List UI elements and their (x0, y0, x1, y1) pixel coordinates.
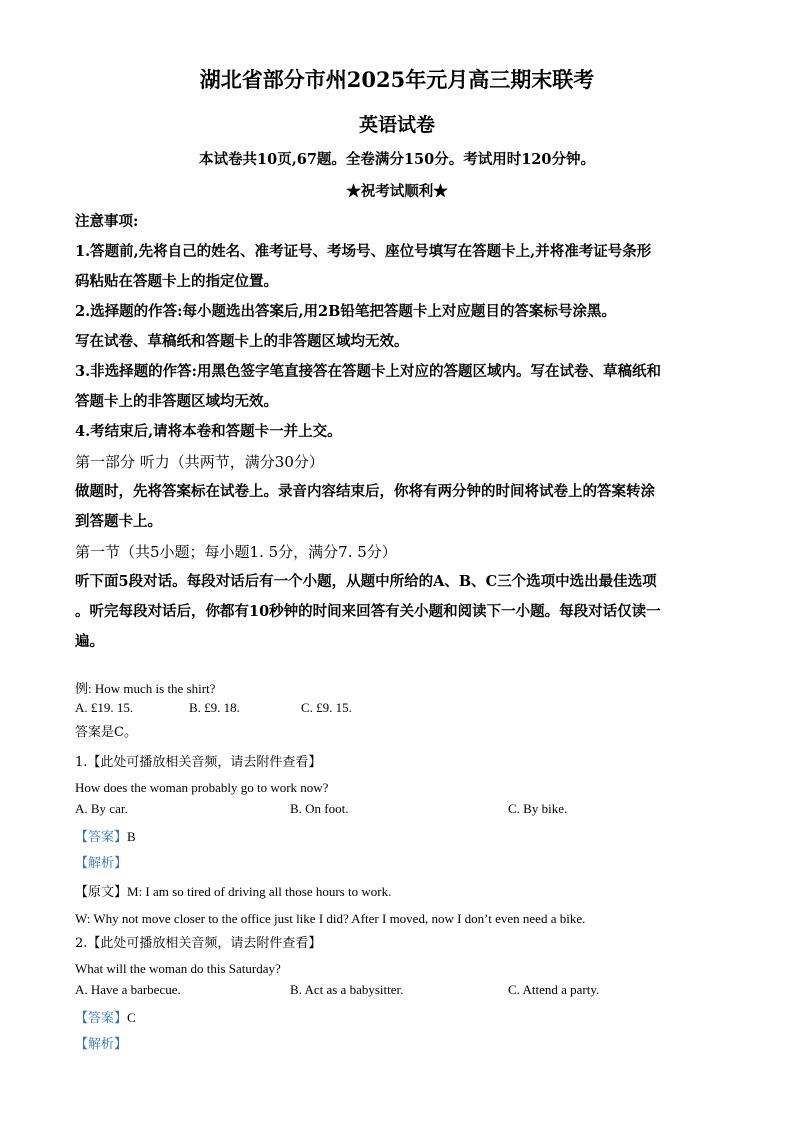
questions-section (75, 678, 725, 1056)
answer-value: C (127, 1010, 136, 1025)
example-question: 例: How much is the shirt? (75, 681, 216, 696)
q1-answer (75, 826, 725, 849)
q2-answer (75, 1007, 725, 1030)
transcript-tag: 【原文】 (75, 885, 128, 900)
part1-intro-line: 到答题卡上。 (75, 513, 162, 530)
section1-line: 听下面5段对话。每段对话后有一个小题，从题中所给的A、B、C三个选项中选出最佳选项 (75, 573, 657, 590)
example-option-a: A. £19. 15. (75, 700, 134, 715)
exam-title: 湖北省部分市州2025年元月高三期末联考 (199, 67, 595, 92)
exam-subject: 英语试卷 (358, 114, 435, 136)
part1-intro-line: 做题时，先将答案标在试卷上。录音内容结束后，你将有两分钟的时间将试卷上的答案转涂 (75, 483, 655, 500)
q1-option-a: A. By car. (75, 801, 128, 816)
q1-option-b: B. On foot. (290, 801, 349, 816)
q2-option-b: B. Act as a babysitter. (290, 982, 404, 997)
example-answer: 答案是C。 (75, 725, 137, 740)
answer-tag: 【答案】 (75, 1011, 128, 1026)
q1-transcript-line (75, 881, 725, 904)
analysis-tag: 【解析】 (75, 1037, 128, 1052)
analysis-tag: 【解析】 (75, 856, 128, 871)
example-options (75, 700, 725, 722)
notice-line: 1.答题前,先将自己的姓名、准考证号、考场号、座位号填写在答题卡上,并将准考证号条形 (75, 243, 652, 260)
q2-option-c: C. Attend a party. (508, 982, 600, 997)
section1-heading: 第一节（共5小题；每小题1. 5分，满分7. 5分） (75, 543, 397, 561)
q2-option-a: A. Have a barbecue. (75, 982, 181, 997)
question-1: How does the woman probably go to work now? (75, 780, 329, 795)
answer-value: B (127, 829, 136, 844)
transcript-text: M: I am so tired of driving all those hours to work. (127, 884, 392, 899)
answer-tag: 【答案】 (75, 830, 128, 845)
notice-line: 写在试卷、草稿纸和答题卡上的非答题区域均无效。 (75, 333, 409, 350)
part1-heading: 第一部分 听力（共两节，满分30分） (75, 453, 324, 471)
notice-line: 码粘贴在答题卡上的指定位置。 (75, 273, 278, 290)
notice-heading: 注意事项: (75, 213, 139, 230)
notice-line: 4.考结束后,请将本卷和答题卡一并上交。 (75, 423, 342, 440)
audio-note-2: 2.【此处可播放相关音频，请去附件查看】 (75, 936, 322, 951)
notice-section (75, 207, 725, 657)
question-1-options (75, 801, 725, 823)
notice-line: 答题卡上的非答题区域均无效。 (75, 393, 278, 410)
question-2: What will the woman do this Saturday? (75, 961, 281, 976)
good-luck-line: ★祝考试顺利★ (346, 183, 448, 200)
q1-option-c: C. By bike. (508, 801, 568, 816)
q1-transcript-line: W: Why not move closer to the office just like I did? After I moved, now I don’t even need a bike. (75, 911, 586, 926)
example-option-c: C. £9. 15. (301, 700, 352, 715)
audio-note-1: 1.【此处可播放相关音频，请去附件查看】 (75, 755, 322, 770)
section1-line: 遍。 (75, 633, 104, 650)
section1-line: 。听完每段对话后，你都有10秒钟的时间来回答有关小题和阅读下一小题。每段对话仅读一 (75, 603, 661, 620)
example-option-b: B. £9. 18. (189, 700, 240, 715)
notice-line: 2.选择题的作答:每小题选出答案后,用2B铅笔把答题卡上对应题目的答案标号涂黑。 (75, 303, 616, 320)
notice-line: 3.非选择题的作答:用黑色签字笔直接答在答题卡上对应的答题区域内。写在试卷、草稿纸和 (75, 363, 661, 380)
question-2-options (75, 982, 725, 1004)
exam-info: 本试卷共10页,67题。全卷满分150分。考试用时120分钟。 (199, 151, 595, 168)
